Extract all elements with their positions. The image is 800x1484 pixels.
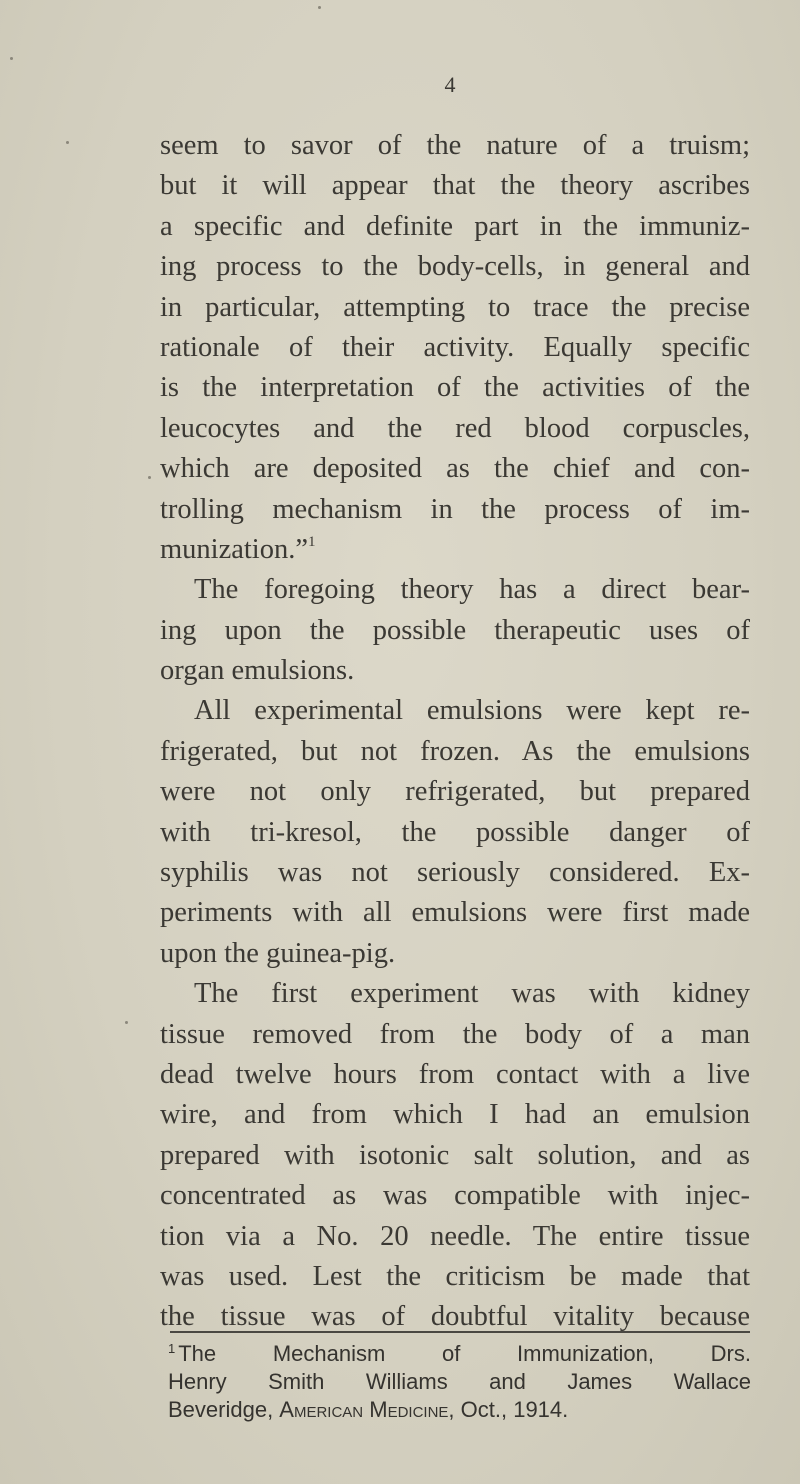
text-line: seem to savor of the nature of a truism; — [160, 130, 750, 161]
text-line: was used. Lest the criticism be made that — [160, 1260, 750, 1292]
text-line: dead twelve hours from contact with a live — [160, 1058, 750, 1090]
text-line: in particular, attempting to trace the precise — [160, 291, 750, 323]
paper-speck — [10, 57, 13, 60]
text-line: ing process to the body-cells, in general and — [160, 251, 750, 283]
text-line: with tri-kresol, the possible danger of — [160, 816, 750, 848]
text-line: leucocytes and the red blood corpuscles, — [160, 412, 750, 444]
footnote — [168, 1340, 751, 1424]
footnote-line — [168, 1396, 751, 1424]
footnote-authors-end: Beveridge, — [168, 1397, 280, 1422]
text-line: rationale of their activity. Equally specific — [160, 331, 750, 363]
paper-speck — [318, 6, 321, 9]
text-line: were not only refrigerated, but prepared — [160, 776, 750, 808]
text-line: prepared with isotonic salt solution, and as — [160, 1139, 750, 1171]
footnote-text: The Mechanism of Immunization, Drs. — [178, 1341, 751, 1366]
text-line: tion via a No. 20 needle. The entire tissue — [160, 1220, 750, 1252]
text-line: wire, and from which I had an emulsion — [160, 1099, 750, 1131]
text-line: which are deposited as the chief and con- — [160, 453, 750, 485]
footnote-date: , Oct., 1914. — [448, 1397, 569, 1422]
paragraph-1 — [160, 126, 750, 570]
text-line: upon the guinea-pig. — [160, 937, 396, 969]
text-line: but it will appear that the theory ascribes — [160, 170, 750, 202]
text-line: is the interpretation of the activities of the — [160, 372, 750, 404]
text-line: concentrated as was compatible with injec- — [160, 1180, 750, 1212]
footnote-line: Henry Smith Williams and James Wallace — [168, 1369, 751, 1394]
text-line: syphilis was not seriously considered. Ex- — [160, 857, 750, 889]
footnote-divider — [170, 1331, 750, 1333]
text-line: frigerated, but not frozen. As the emulsions — [160, 735, 750, 767]
text-line: organ emulsions. — [160, 655, 355, 687]
paper-speck — [66, 141, 69, 144]
text-line: a specific and definite part in the immuniz- — [160, 210, 750, 242]
footnote-line — [168, 1340, 751, 1368]
text-line: trolling mechanism in the process of im- — [160, 493, 750, 525]
body-text — [160, 126, 750, 1338]
paper-speck — [148, 476, 151, 479]
text-line: All experimental emulsions were kept re- — [194, 695, 750, 727]
text-line: The foregoing theory has a direct bear- — [194, 574, 750, 606]
footnote-reference: 1 — [308, 533, 316, 550]
text-line: tissue removed from the body of a man — [160, 1018, 750, 1050]
paragraph-2 — [160, 570, 750, 691]
paragraph-3 — [160, 691, 750, 974]
text-line: the tissue was of doubtful vitality because — [160, 1301, 750, 1333]
paper-speck — [125, 1021, 128, 1024]
paragraph-4 — [160, 974, 750, 1338]
footnote-journal: American Medicine — [279, 1397, 449, 1422]
text-line: ing upon the possible therapeutic uses of — [160, 614, 750, 646]
text-line: The first experiment was with kidney — [194, 978, 750, 1010]
page-number: 4 — [444, 72, 456, 97]
text-line-content: munization.” — [160, 533, 308, 565]
footnote-number: 1 — [168, 1341, 176, 1356]
text-line — [160, 530, 750, 570]
text-line: periments with all emulsions were first made — [160, 897, 750, 929]
